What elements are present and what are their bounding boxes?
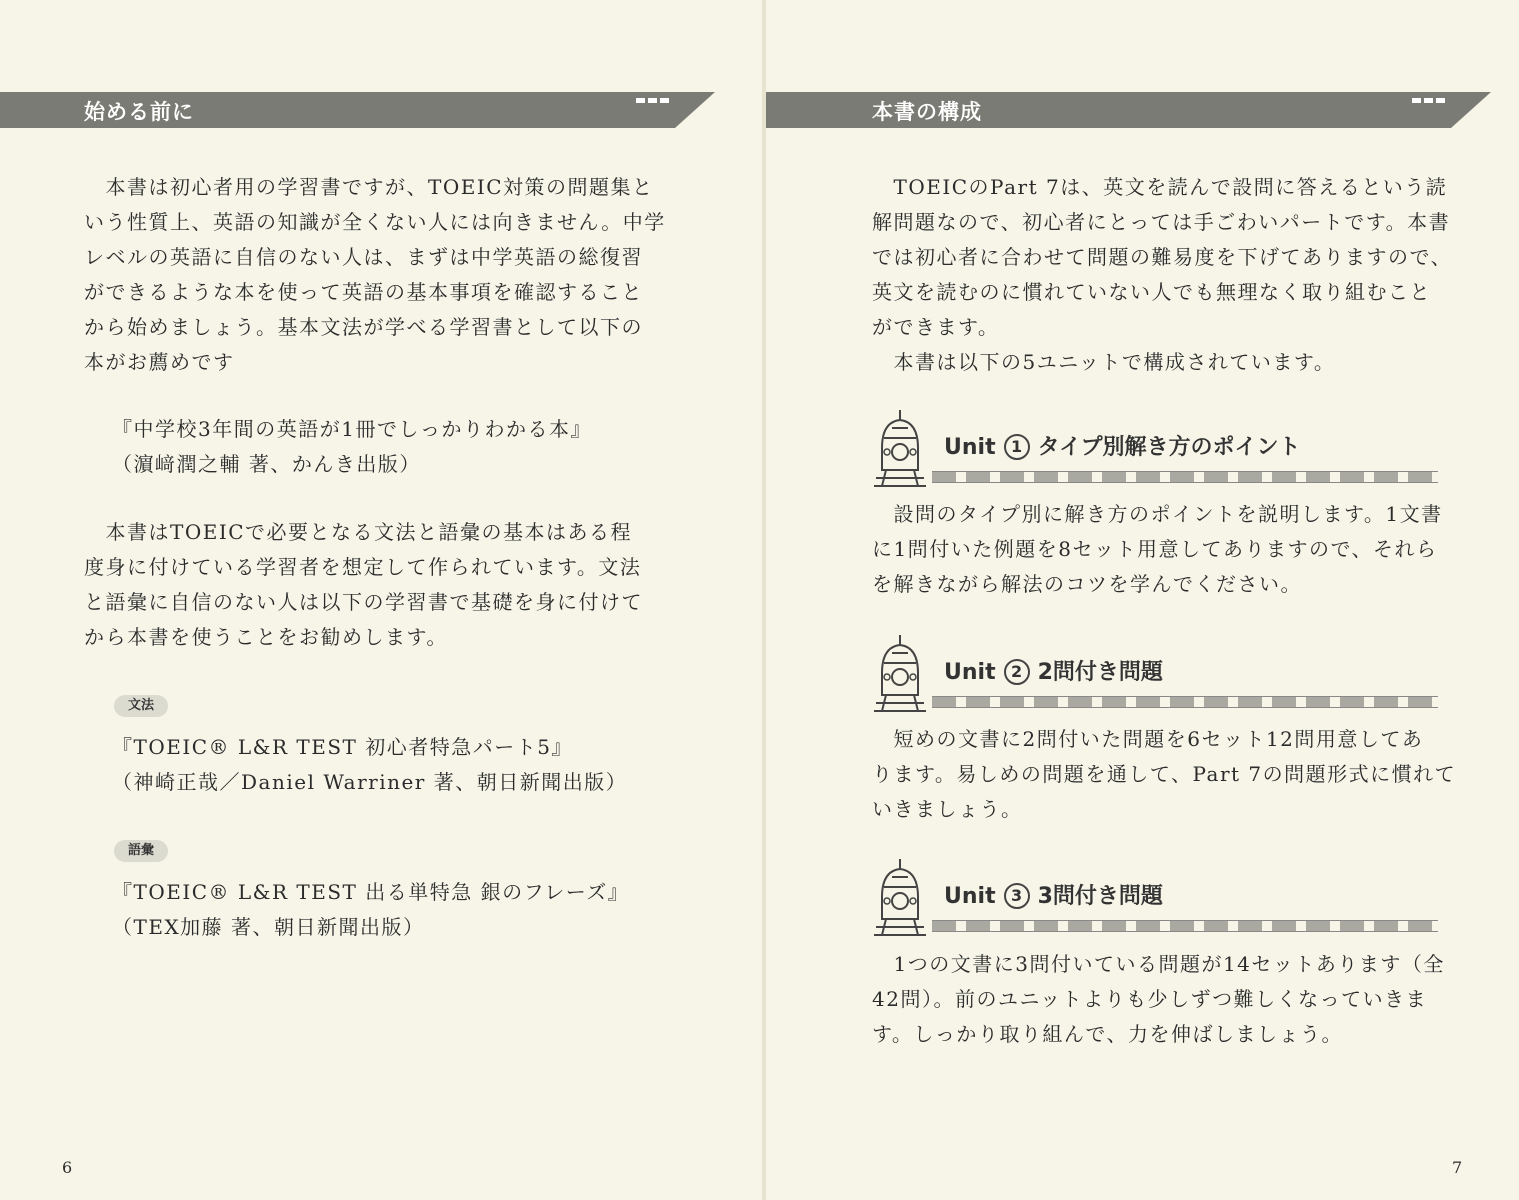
train-window-icon (660, 98, 669, 103)
unit-3-description (872, 947, 1445, 1052)
unit-1-description (872, 497, 1443, 602)
text-line: 解問題なので、初心者にとっては手ごわいパートです。本書 (872, 210, 1451, 234)
text-line: では初心者に合わせて問題の難易度を下げてありますので、 (872, 245, 1453, 269)
unit-label: Unit (944, 884, 996, 909)
text-line: 本書はTOEICで必要となる文法と語彙の基本はある程 (84, 520, 633, 544)
unit-3-heading (872, 857, 1442, 937)
text-line: 設問のタイプ別に解き方のポイントを説明します。1文書 (872, 502, 1443, 526)
intro-paragraph (84, 170, 666, 380)
text-line: TOEICのPart 7は、英文を読んで設問に答えるという読 (872, 175, 1448, 199)
text-line: を解きながら解法のコツを学んでください。 (872, 572, 1302, 596)
text-line: 『中学校3年間の英語が1冊でしっかりわかる本』 (112, 417, 592, 441)
rail-divider (932, 471, 1438, 483)
grammar-book (112, 730, 627, 800)
text-line: 『TOEIC® L&R TEST 初心者特急パート5』 (112, 735, 573, 759)
text-line: から本書を使うことをお勧めします。 (84, 625, 448, 649)
unit-number: 2 (1004, 659, 1030, 685)
text-line: いきましょう。 (872, 797, 1023, 821)
text-line: ができるような本を使って英語の基本事項を確認すること (84, 280, 643, 304)
text-line: レベルの英語に自信のない人は、まずは中学英語の総復習 (84, 245, 643, 269)
text-line: から始めましょう。基本文法が学べる学習書として以下の (84, 315, 643, 339)
section-header-bar (0, 92, 675, 128)
train-front-icon (872, 857, 928, 937)
unit-2-heading (872, 633, 1442, 713)
train-front-icon (872, 633, 928, 713)
unit-label: Unit (944, 660, 996, 685)
train-nose-icon (1451, 92, 1491, 128)
text-line: 度身に付けている学習者を想定して作られています。文法 (84, 555, 642, 579)
text-line: に1問付いた例題を8セット用意してありますので、それら (872, 537, 1438, 561)
train-window-icon (1424, 98, 1433, 103)
rail-divider (932, 920, 1438, 932)
unit-title: タイプ別解き方のポイント (1037, 435, 1301, 460)
train-window-icon (648, 98, 657, 103)
text-line: 42問）。前のユニットよりも少しずつ難しくなっていきま (872, 987, 1428, 1011)
rail-divider (932, 696, 1438, 708)
section-title: 本書の構成 (872, 100, 982, 124)
grammar-tag: 文法 (114, 695, 168, 717)
unit-2-description (872, 722, 1456, 827)
vocab-tag: 語彙 (114, 840, 168, 862)
text-line: 1つの文書に3問付いている問題が14セットあります（全 (872, 952, 1445, 976)
train-front-icon (872, 408, 928, 488)
text-line: ります。易しめの問題を通して、Part 7の問題形式に慣れて (872, 762, 1457, 786)
text-line: す。しっかり取り組んで、力を伸ばしましょう。 (872, 1022, 1343, 1046)
text-line: （TEX加藤 著、朝日新聞出版） (112, 915, 425, 939)
vocab-book (112, 875, 629, 945)
train-nose-icon (675, 92, 715, 128)
recommended-book-1 (112, 412, 592, 482)
unit-number: 1 (1004, 434, 1030, 460)
second-paragraph (84, 515, 643, 655)
train-window-icon (1412, 98, 1421, 103)
section-header-bar (766, 92, 1451, 128)
train-window-icon (1436, 98, 1445, 103)
page-number: 7 (1452, 1158, 1463, 1177)
text-line: 本がお薦めです (84, 350, 235, 374)
text-line: いう性質上、英語の知識が全くない人には向きません。中学 (84, 210, 666, 234)
intro-paragraph (872, 170, 1452, 380)
text-line: と語彙に自信のない人は以下の学習書で基礎を身に付けて (84, 590, 643, 614)
text-line: （神崎正哉／Daniel Warriner 著、朝日新聞出版） (112, 770, 628, 794)
unit-title: 2問付き問題 (1037, 660, 1163, 685)
text-line: （濵﨑潤之輔 著、かんき出版） (112, 452, 421, 476)
train-window-icon (636, 98, 645, 103)
unit-1-heading (872, 408, 1442, 488)
text-line: 英文を読むのに慣れていない人でも無理なく取り組むこと (872, 280, 1431, 304)
unit-title: 3問付き問題 (1037, 884, 1163, 909)
text-line: 短めの文書に2問付いた問題を6セット12問用意してあ (872, 727, 1424, 751)
section-title: 始める前に (84, 100, 194, 124)
text-line: 本書は初心者用の学習書ですが、TOEIC対策の問題集と (84, 175, 654, 199)
page-number: 6 (62, 1158, 73, 1177)
unit-label: Unit (944, 435, 996, 460)
right-page (766, 0, 1519, 1200)
text-line: 本書は以下の5ユニットで構成されています。 (872, 350, 1336, 374)
text-line: ができます。 (872, 315, 1000, 339)
unit-number: 3 (1004, 883, 1030, 909)
text-line: 『TOEIC® L&R TEST 出る単特急 銀のフレーズ』 (112, 880, 630, 904)
